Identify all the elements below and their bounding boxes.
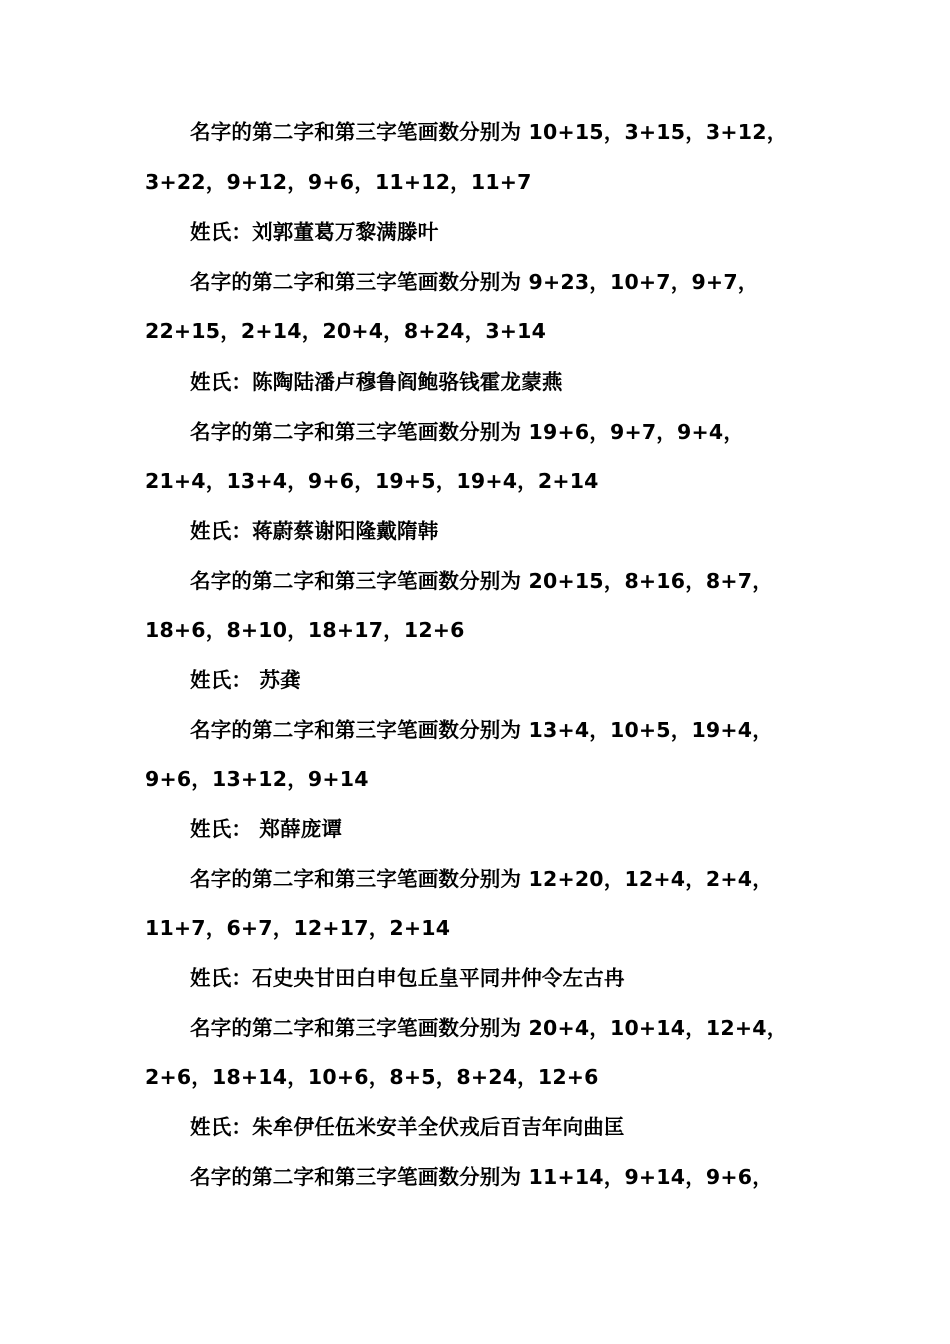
surname-line: 姓氏：刘郭董葛万黎满滕叶 [190, 220, 439, 244]
name-stroke-line: 名字的第二字和第三字笔画数分别为 12+20，12+4，2+4， [190, 867, 773, 891]
stroke-values-line: 11+7，6+7，12+17，2+14 [145, 916, 451, 940]
name-stroke-line: 名字的第二字和第三字笔画数分别为 11+14，9+14，9+6， [190, 1165, 773, 1189]
surname-line: 姓氏：朱牟伊任伍米安羊全伏戎后百吉年向曲匡 [190, 1115, 625, 1139]
surname-line: 姓氏：蒋蔚蔡谢阳隆戴隋韩 [190, 519, 439, 543]
stroke-values-line: 18+6，8+10，18+17，12+6 [145, 618, 465, 642]
stroke-values-line: 9+6，13+12，9+14 [145, 767, 369, 791]
surname-line: 姓氏： 郑薛庞谭 [190, 817, 343, 841]
surname-line: 姓氏：石史央甘田白申包丘皇平同井仲令左古冉 [190, 966, 625, 990]
name-stroke-line: 名字的第二字和第三字笔画数分别为 13+4，10+5，19+4， [190, 718, 773, 742]
name-stroke-line: 名字的第二字和第三字笔画数分别为 20+15，8+16，8+7， [190, 569, 773, 593]
surname-line: 姓氏： 苏龚 [190, 668, 301, 692]
stroke-values-line: 2+6，18+14，10+6，8+5，8+24，12+6 [145, 1065, 599, 1089]
name-stroke-line: 名字的第二字和第三字笔画数分别为 19+6，9+7，9+4， [190, 420, 745, 444]
stroke-values-line: 21+4，13+4，9+6，19+5，19+4，2+14 [145, 469, 599, 493]
name-stroke-line: 名字的第二字和第三字笔画数分别为 9+23，10+7，9+7， [190, 270, 759, 294]
stroke-values-line: 22+15，2+14，20+4，8+24，3+14 [145, 319, 547, 343]
name-stroke-line: 名字的第二字和第三字笔画数分别为 10+15，3+15，3+12， [190, 120, 788, 144]
stroke-values-line: 3+22，9+12，9+6，11+12，11+7 [145, 170, 532, 194]
name-stroke-line: 名字的第二字和第三字笔画数分别为 20+4，10+14，12+4， [190, 1016, 788, 1040]
surname-line: 姓氏：陈陶陆潘卢穆鲁阎鲍骆钱霍龙蒙燕 [190, 370, 563, 394]
